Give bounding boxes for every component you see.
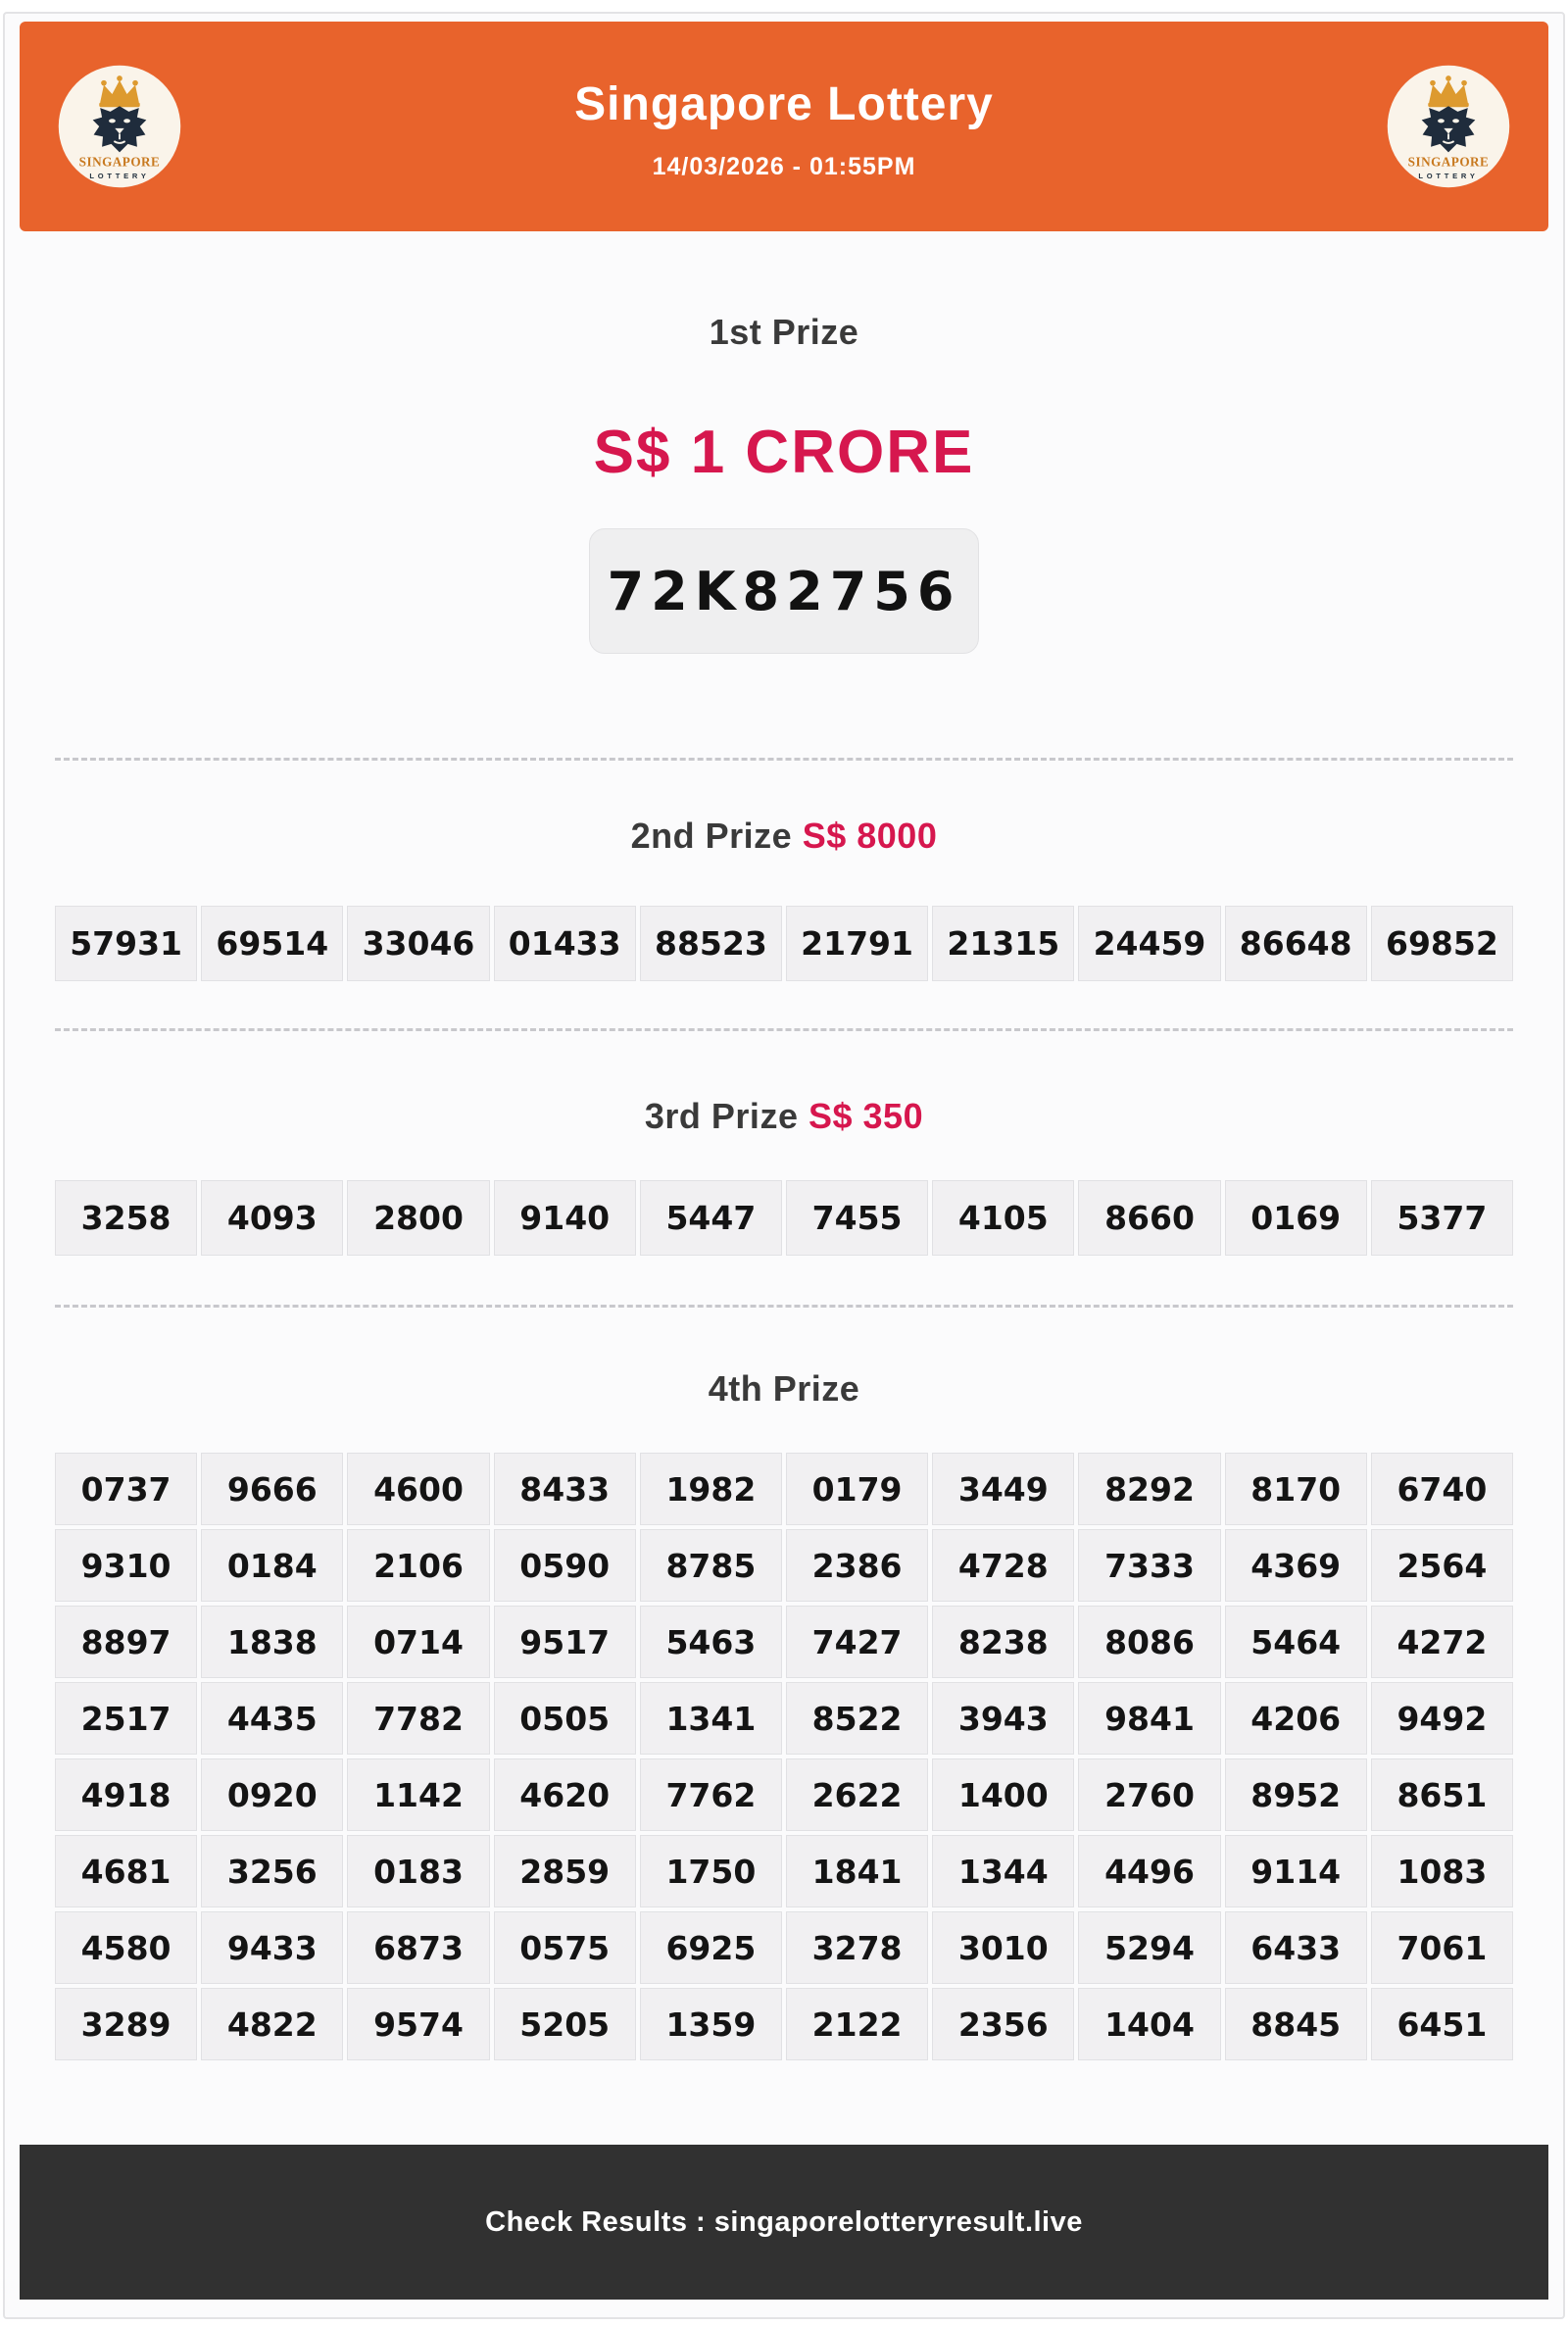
number-cell: 4681 [55, 1835, 197, 1907]
number-cell: 9517 [494, 1606, 636, 1678]
number-cell: 7455 [786, 1180, 928, 1256]
number-cell: 2760 [1078, 1758, 1220, 1831]
number-cell: 3258 [55, 1180, 197, 1256]
number-cell: 3278 [786, 1911, 928, 1984]
number-cell: 8785 [640, 1529, 782, 1602]
number-cell: 4918 [55, 1758, 197, 1831]
number-cell: 3449 [932, 1453, 1074, 1525]
number-cell: 1982 [640, 1453, 782, 1525]
number-cell: 2859 [494, 1835, 636, 1907]
second-prize-numbers [55, 906, 1513, 981]
number-cell: 4369 [1225, 1529, 1367, 1602]
number-cell: 5377 [1371, 1180, 1513, 1256]
number-cell: 1841 [786, 1835, 928, 1907]
number-cell: 0575 [494, 1911, 636, 1984]
number-cell: 0737 [55, 1453, 197, 1525]
number-cell: 86648 [1225, 906, 1367, 981]
number-cell: 9114 [1225, 1835, 1367, 1907]
first-prize-number-box [589, 528, 979, 654]
number-cell: 3010 [932, 1911, 1074, 1984]
number-cell: 2800 [347, 1180, 489, 1256]
number-cell: 1341 [640, 1682, 782, 1755]
lion-crown-logo-icon [1384, 62, 1513, 191]
third-prize-amount: S$ 350 [808, 1096, 924, 1136]
number-cell: 0169 [1225, 1180, 1367, 1256]
number-cell: 5463 [640, 1606, 782, 1678]
first-prize-label: 1st Prize [709, 312, 859, 352]
number-cell: 8292 [1078, 1453, 1220, 1525]
number-cell: 2122 [786, 1988, 928, 2060]
number-cell: 8952 [1225, 1758, 1367, 1831]
results-card [3, 12, 1565, 2319]
header-banner [20, 22, 1548, 231]
number-cell: 2564 [1371, 1529, 1513, 1602]
number-cell: 7782 [347, 1682, 489, 1755]
number-cell: 1344 [932, 1835, 1074, 1907]
number-cell: 4206 [1225, 1682, 1367, 1755]
number-cell: 4272 [1371, 1606, 1513, 1678]
number-cell: 4580 [55, 1911, 197, 1984]
number-cell: 4822 [201, 1988, 343, 2060]
number-cell: 7333 [1078, 1529, 1220, 1602]
number-cell: 9574 [347, 1988, 489, 2060]
number-cell: 01433 [494, 906, 636, 981]
number-cell: 88523 [640, 906, 782, 981]
number-cell: 5447 [640, 1180, 782, 1256]
svg-text:LOTTERY: LOTTERY [1418, 171, 1479, 180]
number-cell: 57931 [55, 906, 197, 981]
number-cell: 8170 [1225, 1453, 1367, 1525]
third-prize-numbers [55, 1180, 1513, 1256]
number-cell: 4728 [932, 1529, 1074, 1602]
number-cell: 4620 [494, 1758, 636, 1831]
number-cell: 1750 [640, 1835, 782, 1907]
number-cell: 3289 [55, 1988, 197, 2060]
number-cell: 0505 [494, 1682, 636, 1755]
first-prize-number: 72K82756 [607, 560, 961, 622]
number-cell: 3256 [201, 1835, 343, 1907]
number-cell: 33046 [347, 906, 489, 981]
draw-datetime: 14/03/2026 - 01:55PM [652, 153, 916, 180]
lion-crown-logo-icon [55, 62, 184, 191]
number-cell: 5464 [1225, 1606, 1367, 1678]
second-prize-amount: S$ 8000 [802, 816, 938, 856]
svg-text:LOTTERY: LOTTERY [89, 171, 150, 180]
number-cell: 4435 [201, 1682, 343, 1755]
third-prize-label: 3rd Prize [644, 1096, 799, 1136]
number-cell: 6740 [1371, 1453, 1513, 1525]
number-cell: 7762 [640, 1758, 782, 1831]
number-cell: 5205 [494, 1988, 636, 2060]
fourth-prize-numbers [55, 1453, 1513, 2060]
second-prize-label: 2nd Prize [630, 816, 793, 856]
number-cell: 0714 [347, 1606, 489, 1678]
number-cell: 4105 [932, 1180, 1074, 1256]
number-cell: 0920 [201, 1758, 343, 1831]
number-cell: 1838 [201, 1606, 343, 1678]
number-cell: 69852 [1371, 906, 1513, 981]
number-cell: 6925 [640, 1911, 782, 1984]
number-cell: 1400 [932, 1758, 1074, 1831]
number-cell: 9310 [55, 1529, 197, 1602]
number-cell: 69514 [201, 906, 343, 981]
page-title: Singapore Lottery [574, 78, 994, 130]
footer-check-results-text: Check Results : singaporelotteryresult.live [485, 2205, 1083, 2238]
number-cell: 0184 [201, 1529, 343, 1602]
number-cell: 0179 [786, 1453, 928, 1525]
number-cell: 21791 [786, 906, 928, 981]
number-cell: 4496 [1078, 1835, 1220, 1907]
number-cell: 6873 [347, 1911, 489, 1984]
number-cell: 24459 [1078, 906, 1220, 981]
number-cell: 2356 [932, 1988, 1074, 2060]
number-cell: 7427 [786, 1606, 928, 1678]
number-cell: 2517 [55, 1682, 197, 1755]
number-cell: 2106 [347, 1529, 489, 1602]
number-cell: 1404 [1078, 1988, 1220, 2060]
number-cell: 2622 [786, 1758, 928, 1831]
number-cell: 4600 [347, 1453, 489, 1525]
section-divider [55, 1305, 1513, 1308]
number-cell: 1142 [347, 1758, 489, 1831]
number-cell: 1359 [640, 1988, 782, 2060]
number-cell: 4093 [201, 1180, 343, 1256]
fourth-prize-label: 4th Prize [708, 1368, 860, 1409]
number-cell: 1083 [1371, 1835, 1513, 1907]
number-cell: 8238 [932, 1606, 1074, 1678]
section-divider [55, 1028, 1513, 1031]
number-cell: 8522 [786, 1682, 928, 1755]
number-cell: 9433 [201, 1911, 343, 1984]
second-prize-heading [20, 816, 1548, 857]
number-cell: 6451 [1371, 1988, 1513, 2060]
number-cell: 9492 [1371, 1682, 1513, 1755]
svg-text:SINGAPORE: SINGAPORE [1407, 154, 1490, 170]
number-cell: 8651 [1371, 1758, 1513, 1831]
number-cell: 9841 [1078, 1682, 1220, 1755]
number-cell: 5294 [1078, 1911, 1220, 1984]
number-cell: 3943 [932, 1682, 1074, 1755]
section-divider [55, 758, 1513, 761]
number-cell: 7061 [1371, 1911, 1513, 1984]
first-prize-amount: S$ 1 CRORE [593, 419, 975, 486]
number-cell: 2386 [786, 1529, 928, 1602]
number-cell: 8845 [1225, 1988, 1367, 2060]
number-cell: 0590 [494, 1529, 636, 1602]
svg-text:SINGAPORE: SINGAPORE [78, 154, 161, 170]
number-cell: 8433 [494, 1453, 636, 1525]
third-prize-heading [20, 1096, 1548, 1137]
number-cell: 9140 [494, 1180, 636, 1256]
number-cell: 9666 [201, 1453, 343, 1525]
footer-bar [20, 2145, 1548, 2300]
number-cell: 8086 [1078, 1606, 1220, 1678]
number-cell: 6433 [1225, 1911, 1367, 1984]
number-cell: 8897 [55, 1606, 197, 1678]
number-cell: 0183 [347, 1835, 489, 1907]
number-cell: 8660 [1078, 1180, 1220, 1256]
number-cell: 21315 [932, 906, 1074, 981]
